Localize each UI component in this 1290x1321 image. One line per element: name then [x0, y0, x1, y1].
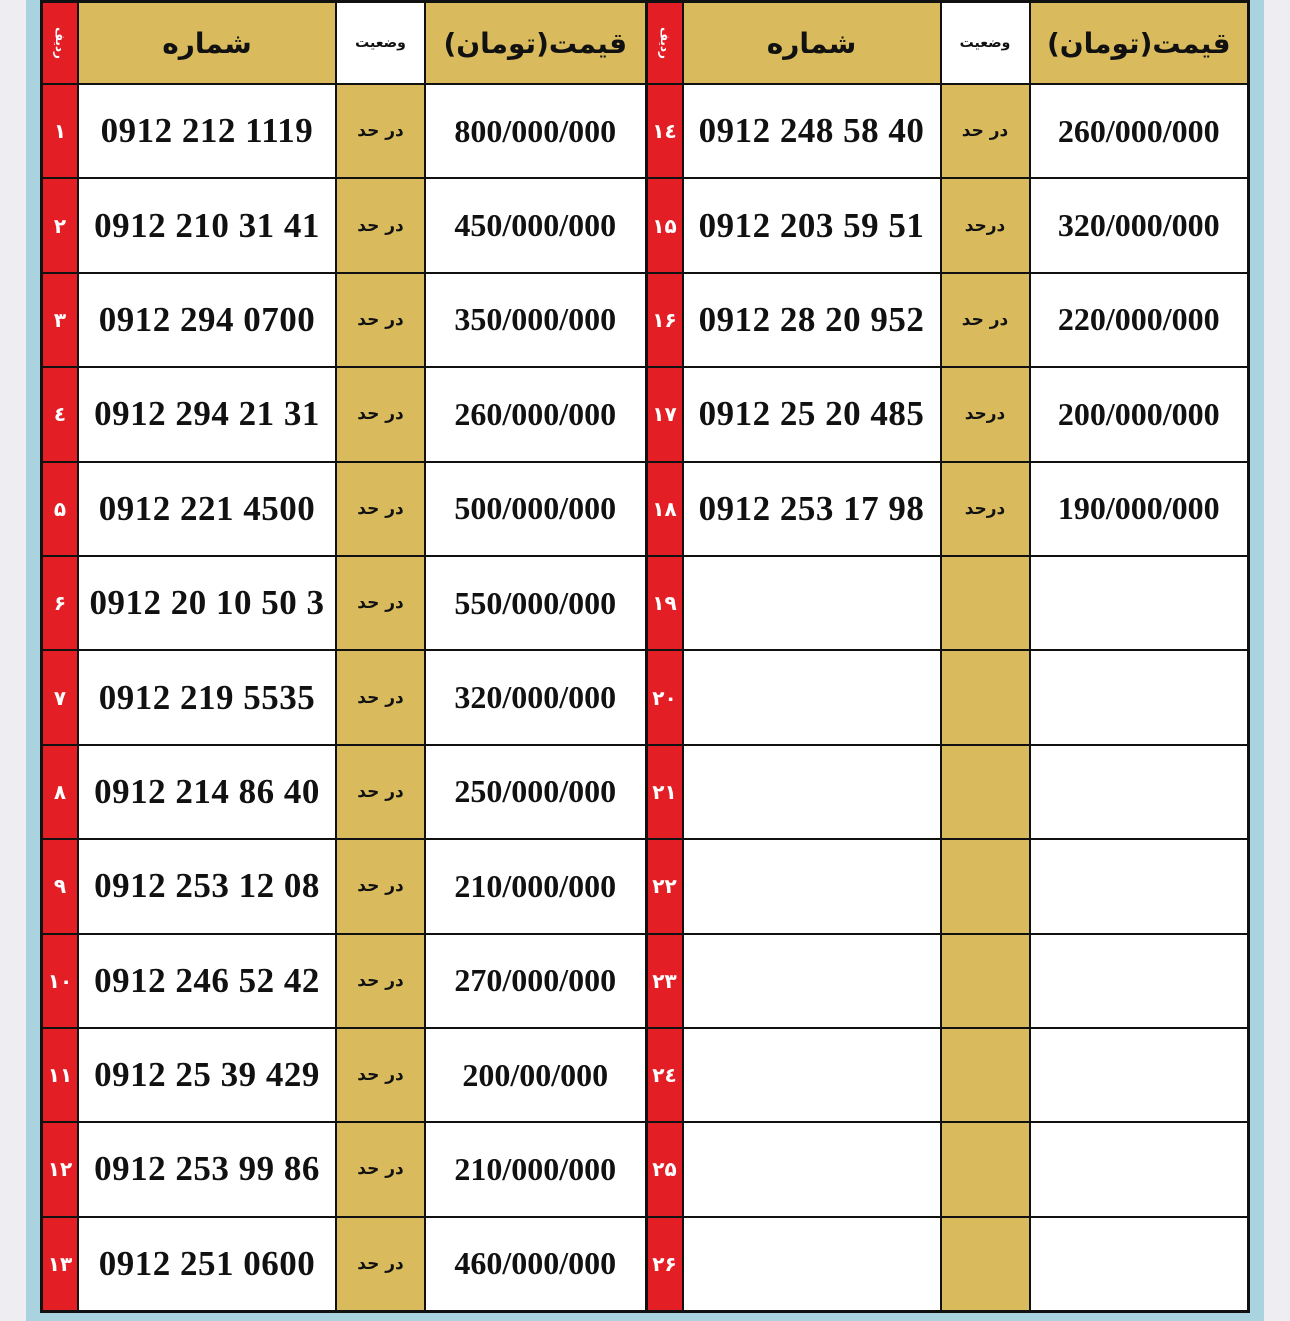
table-row	[43, 274, 645, 368]
status-badge: در حد	[337, 1123, 426, 1215]
status-badge: در حد	[337, 746, 426, 838]
phone-number: 0912 214 86 40	[79, 746, 337, 838]
status-badge	[942, 746, 1031, 838]
status-badge: در حد	[942, 85, 1031, 177]
table-row	[648, 840, 1248, 934]
phone-number: 0912 221 4500	[79, 463, 337, 555]
price	[1031, 746, 1248, 838]
phone-number	[684, 557, 942, 649]
phone-number: 0912 253 12 08	[79, 840, 337, 932]
table-row	[43, 651, 645, 745]
phone-number: 0912 294 21 31	[79, 368, 337, 460]
table-row	[648, 651, 1248, 745]
price: 200/000/000	[1031, 368, 1248, 460]
table-row	[648, 746, 1248, 840]
price: 350/000/000	[426, 274, 645, 366]
phone-number: 0912 25 20 485	[684, 368, 942, 460]
status-badge: در حد	[337, 85, 426, 177]
status-badge: در حد	[337, 1029, 426, 1121]
price: 270/000/000	[426, 935, 645, 1027]
row-index: ۱۶	[648, 274, 684, 366]
row-index: ۲۳	[648, 935, 684, 1027]
header-row	[648, 3, 1248, 85]
table-row	[43, 368, 645, 462]
price	[1031, 651, 1248, 743]
row-index: ۲	[43, 179, 79, 271]
status-badge: در حد	[337, 840, 426, 932]
header-number: شماره	[79, 3, 337, 83]
row-index: ۱۵	[648, 179, 684, 271]
status-badge: در حد	[337, 651, 426, 743]
header-price: قیمت(تومان)	[1031, 3, 1248, 83]
row-index: ۱۰	[43, 935, 79, 1027]
status-badge	[942, 1123, 1031, 1215]
status-badge: در حد	[337, 935, 426, 1027]
price: 500/000/000	[426, 463, 645, 555]
phone-number: 0912 203 59 51	[684, 179, 942, 271]
phone-number: 0912 20 10 50 3	[79, 557, 337, 649]
status-badge	[942, 1029, 1031, 1121]
row-index: ۱۸	[648, 463, 684, 555]
status-badge: در حد	[337, 463, 426, 555]
row-index: ۱٤	[648, 85, 684, 177]
status-badge: درحد	[942, 463, 1031, 555]
phone-number: 0912 246 52 42	[79, 935, 337, 1027]
table-row	[43, 1029, 645, 1123]
row-index: ۲۱	[648, 746, 684, 838]
table-row	[43, 463, 645, 557]
phone-number	[684, 840, 942, 932]
status-badge: در حد	[337, 179, 426, 271]
phone-number: 0912 294 0700	[79, 274, 337, 366]
table-body-right	[648, 85, 1248, 1310]
price: 550/000/000	[426, 557, 645, 649]
price: 260/000/000	[426, 368, 645, 460]
phone-number	[684, 1218, 942, 1310]
price: 220/000/000	[1031, 274, 1248, 366]
header-index: ردیف	[648, 3, 684, 83]
phone-number: 0912 28 20 952	[684, 274, 942, 366]
phone-number: 0912 253 17 98	[684, 463, 942, 555]
phone-number-price-table	[40, 0, 1250, 1313]
phone-number	[684, 935, 942, 1027]
header-row	[43, 3, 645, 85]
table-row	[648, 368, 1248, 462]
table-body-left	[43, 85, 645, 1310]
phone-number: 0912 210 31 41	[79, 179, 337, 271]
table-row	[648, 935, 1248, 1029]
row-index: ۲۵	[648, 1123, 684, 1215]
status-badge: درحد	[942, 368, 1031, 460]
price: 320/000/000	[1031, 179, 1248, 271]
price	[1031, 1218, 1248, 1310]
price	[1031, 840, 1248, 932]
table-row	[43, 85, 645, 179]
status-badge	[942, 557, 1031, 649]
price: 250/000/000	[426, 746, 645, 838]
row-index: ۱۱	[43, 1029, 79, 1121]
status-badge: در حد	[942, 274, 1031, 366]
table-row	[648, 557, 1248, 651]
price: 460/000/000	[426, 1218, 645, 1310]
phone-number	[684, 651, 942, 743]
table-row	[648, 179, 1248, 273]
phone-number: 0912 219 5535	[79, 651, 337, 743]
row-index: ۹	[43, 840, 79, 932]
table-row	[648, 1218, 1248, 1310]
table-row	[43, 1218, 645, 1310]
status-badge	[942, 935, 1031, 1027]
row-index: ۲۲	[648, 840, 684, 932]
row-index: ۲۶	[648, 1218, 684, 1310]
price: 210/000/000	[426, 840, 645, 932]
price: 260/000/000	[1031, 85, 1248, 177]
status-badge: در حد	[337, 274, 426, 366]
table-row	[43, 746, 645, 840]
table-row	[648, 1029, 1248, 1123]
table-row	[43, 557, 645, 651]
price	[1031, 557, 1248, 649]
phone-number: 0912 212 1119	[79, 85, 337, 177]
price: 190/000/000	[1031, 463, 1248, 555]
price	[1031, 935, 1248, 1027]
row-index: ۱	[43, 85, 79, 177]
table-row	[43, 179, 645, 273]
table-row	[648, 1123, 1248, 1217]
price: 200/00/000	[426, 1029, 645, 1121]
header-status: وضعیت	[942, 3, 1031, 83]
phone-number	[684, 1029, 942, 1121]
phone-number	[684, 1123, 942, 1215]
table-right-half	[648, 3, 1248, 1310]
price: 800/000/000	[426, 85, 645, 177]
header-number: شماره	[684, 3, 942, 83]
status-badge: در حد	[337, 368, 426, 460]
phone-number	[684, 746, 942, 838]
row-index: ۲٤	[648, 1029, 684, 1121]
price	[1031, 1029, 1248, 1121]
status-badge: درحد	[942, 179, 1031, 271]
header-price: قیمت(تومان)	[426, 3, 645, 83]
row-index: ۳	[43, 274, 79, 366]
table-row	[648, 85, 1248, 179]
phone-number: 0912 25 39 429	[79, 1029, 337, 1121]
status-badge	[942, 840, 1031, 932]
table-row	[43, 840, 645, 934]
status-badge	[942, 651, 1031, 743]
header-status: وضعیت	[337, 3, 426, 83]
table-row	[648, 463, 1248, 557]
table-row	[43, 935, 645, 1029]
row-index: ٤	[43, 368, 79, 460]
phone-number: 0912 251 0600	[79, 1218, 337, 1310]
phone-number: 0912 248 58 40	[684, 85, 942, 177]
price: 210/000/000	[426, 1123, 645, 1215]
table-row	[43, 1123, 645, 1217]
status-badge	[942, 1218, 1031, 1310]
price: 320/000/000	[426, 651, 645, 743]
row-index: ۶	[43, 557, 79, 649]
status-badge: در حد	[337, 1218, 426, 1310]
row-index: ۷	[43, 651, 79, 743]
row-index: ۸	[43, 746, 79, 838]
header-index: ردیف	[43, 3, 79, 83]
row-index: ۱۹	[648, 557, 684, 649]
status-badge: در حد	[337, 557, 426, 649]
row-index: ۱۳	[43, 1218, 79, 1310]
row-index: ۵	[43, 463, 79, 555]
price	[1031, 1123, 1248, 1215]
table-row	[648, 274, 1248, 368]
price: 450/000/000	[426, 179, 645, 271]
row-index: ۲۰	[648, 651, 684, 743]
phone-number: 0912 253 99 86	[79, 1123, 337, 1215]
row-index: ۱۲	[43, 1123, 79, 1215]
row-index: ۱۷	[648, 368, 684, 460]
table-left-half	[43, 3, 648, 1310]
